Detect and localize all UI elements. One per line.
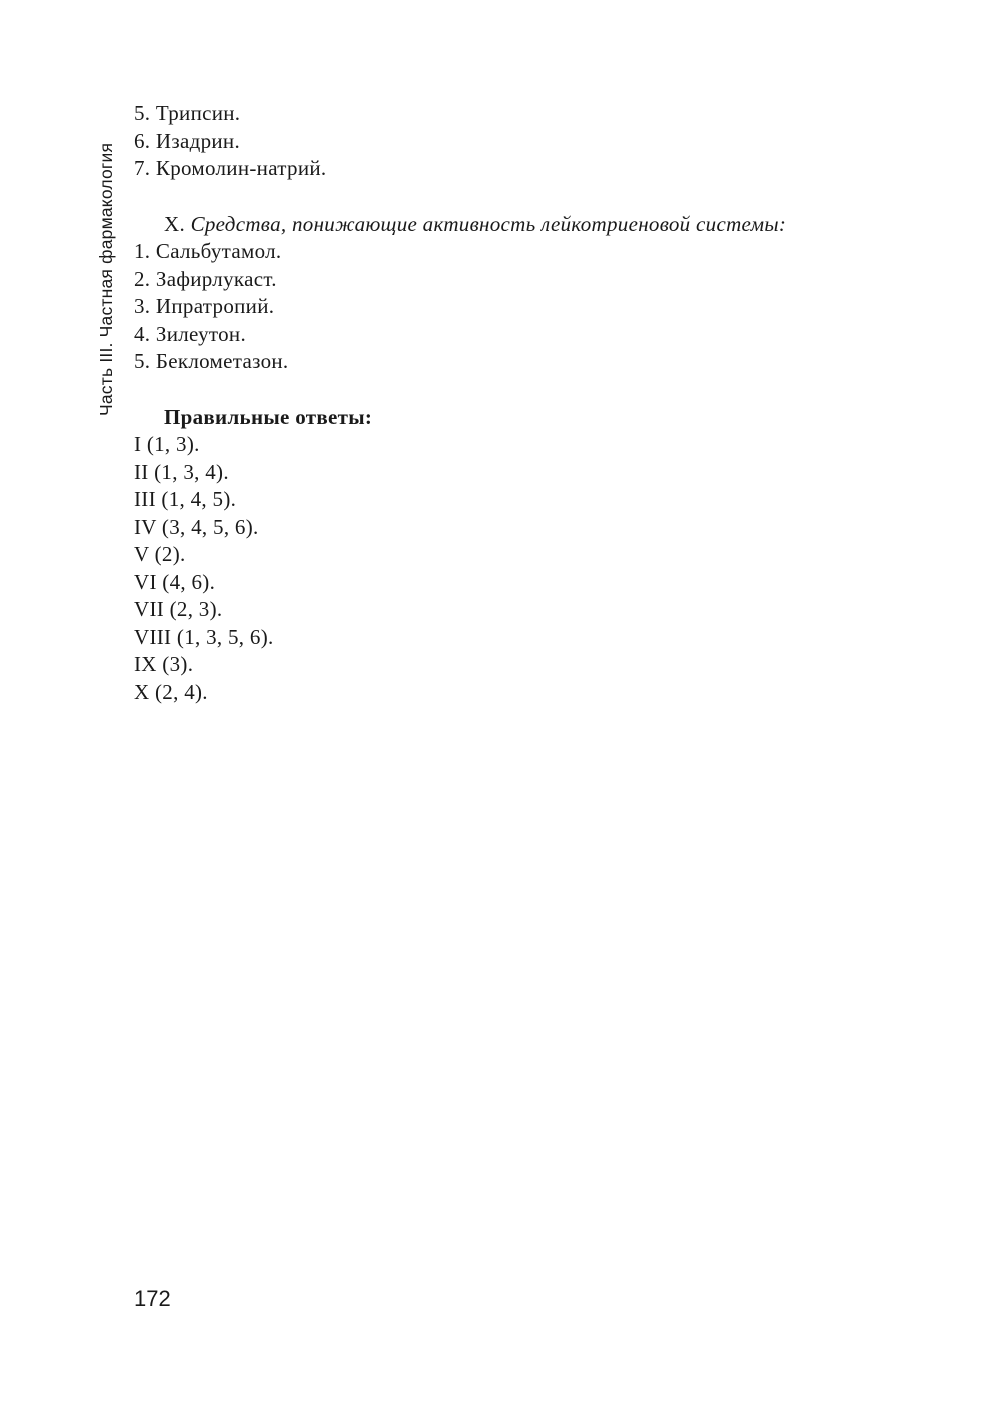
list-item: 3. Ипратропий. xyxy=(134,294,275,318)
list-item: 5. Беклометазон. xyxy=(134,349,289,373)
list-item: 5. Трипсин. xyxy=(134,101,241,125)
question-number: X. xyxy=(164,211,186,236)
answer-item: V (2). xyxy=(134,542,186,566)
list-item: 4. Зилеутон. xyxy=(134,321,247,346)
answers-heading: Правильные ответы: xyxy=(164,404,373,429)
answers-list xyxy=(134,431,914,706)
answer-item: III (1, 4, 5). xyxy=(134,487,237,511)
list-item: 7. Кромолин-натрий. xyxy=(134,156,327,180)
answer-item: IX (3). xyxy=(134,652,194,676)
running-header: Часть III. Частная фармакология xyxy=(96,142,116,416)
answer-item: X (2, 4). xyxy=(134,679,208,704)
question-title: Средства, понижающие активность лейкотриеновой системы: xyxy=(190,211,787,236)
answer-item: VI (4, 6). xyxy=(134,569,216,594)
answer-item: II (1, 3, 4). xyxy=(134,459,229,484)
page-number: 172 xyxy=(134,1286,171,1311)
answer-item: IV (3, 4, 5, 6). xyxy=(134,514,259,539)
answer-item: I (1, 3). xyxy=(134,432,200,456)
answer-options xyxy=(134,238,914,376)
answer-item: VIII (1, 3, 5, 6). xyxy=(134,624,274,649)
answer-item: VII (2, 3). xyxy=(134,597,223,621)
list-item: 1. Сальбутамол. xyxy=(134,239,282,263)
question-heading xyxy=(134,211,914,239)
list-item: 6. Изадрин. xyxy=(134,128,240,153)
page-content xyxy=(134,100,914,706)
list-item: 2. Зафирлукаст. xyxy=(134,266,277,291)
previous-answer-options xyxy=(134,100,914,183)
